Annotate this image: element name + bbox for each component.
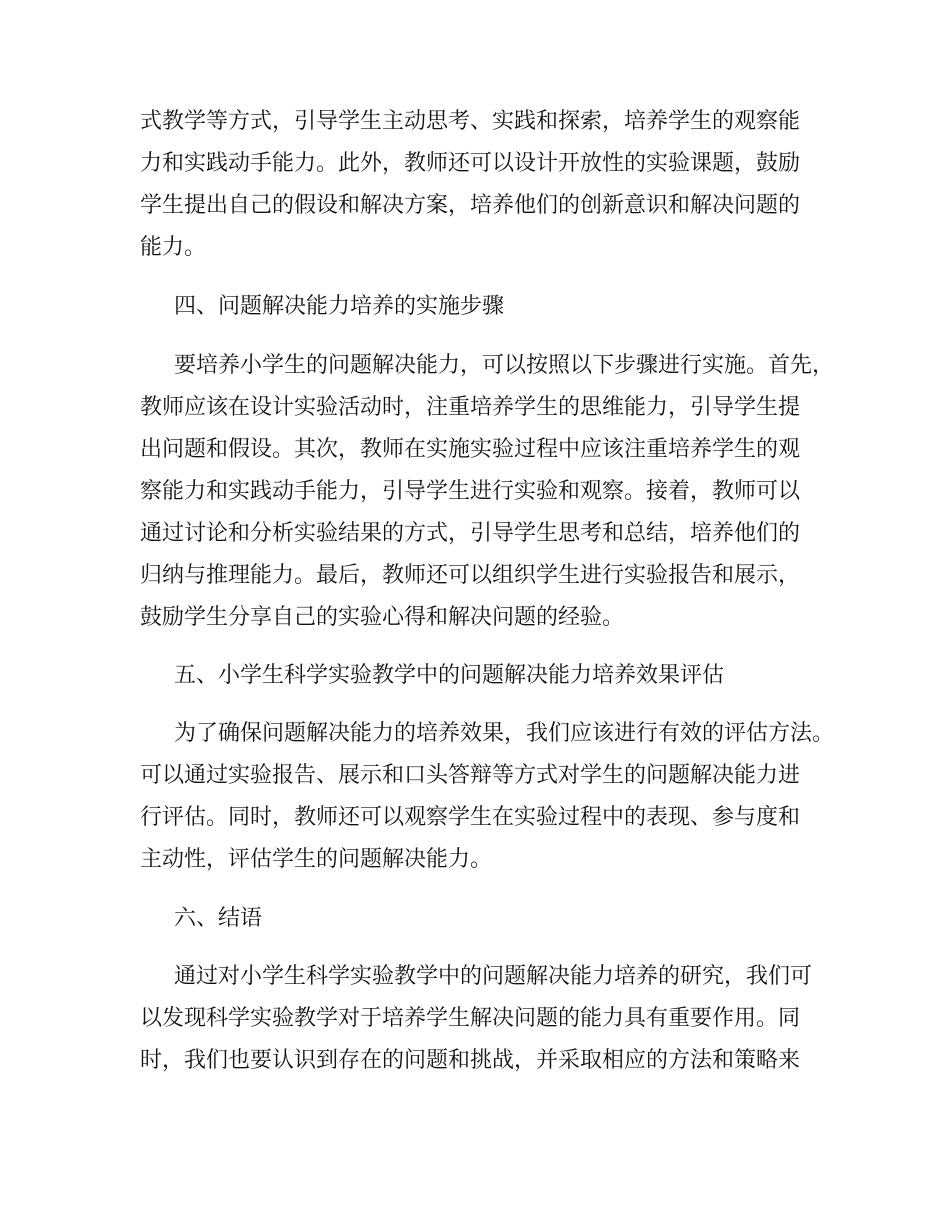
section-heading: 五、小学生科学实验教学中的问题解决能力培养效果评估 xyxy=(174,663,725,688)
paragraph-line: 力和实践动手能力。此外，教师还可以设计开放性的实验课题，鼓励 xyxy=(140,151,801,176)
paragraph-line: 时，我们也要认识到存在的问题和挑战，并采取相应的方法和策略来 xyxy=(140,1048,801,1073)
paragraph-line: 为了确保问题解决能力的培养效果，我们应该进行有效的评估方法。 xyxy=(174,721,835,746)
paragraph-line: 出问题和假设。其次，教师在实施实验过程中应该注重培养学生的观 xyxy=(140,437,801,462)
paragraph-line: 要培养小学生的问题解决能力，可以按照以下步骤进行实施。首先， xyxy=(174,353,835,378)
paragraph-line: 主动性，评估学生的问题解决能力。 xyxy=(140,847,493,872)
paragraph-line: 学生提出自己的假设和解决方案，培养他们的创新意识和解决问题的 xyxy=(140,193,801,218)
paragraph-line: 能力。 xyxy=(140,235,207,260)
paragraph-line: 通过对小学生科学实验教学中的问题解决能力培养的研究，我们可 xyxy=(174,964,813,989)
paragraph-line: 教师应该在设计实验活动时，注重培养学生的思维能力，引导学生提 xyxy=(140,395,801,420)
paragraph-line: 以发现科学实验教学对于培养学生解决问题的能力具有重要作用。同 xyxy=(140,1006,801,1031)
paragraph-line: 通过讨论和分析实验结果的方式，引导学生思考和总结，培养他们的 xyxy=(140,521,801,546)
section-heading: 四、问题解决能力培养的实施步骤 xyxy=(174,294,505,319)
paragraph-line: 鼓励学生分享自己的实验心得和解决问题的经验。 xyxy=(140,605,625,630)
paragraph-line: 行评估。同时，教师还可以观察学生在实验过程中的表现、参与度和 xyxy=(140,805,801,830)
paragraph-line: 察能力和实践动手能力，引导学生进行实验和观察。接着，教师可以 xyxy=(140,479,801,504)
paragraph-line: 式教学等方式，引导学生主动思考、实践和探索，培养学生的观察能 xyxy=(140,109,801,134)
paragraph-line: 归纳与推理能力。最后，教师还可以组织学生进行实验报告和展示， xyxy=(140,563,801,588)
section-heading: 六、结语 xyxy=(174,906,263,931)
paragraph-line: 可以通过实验报告、展示和口头答辩等方式对学生的问题解决能力进 xyxy=(140,763,801,788)
